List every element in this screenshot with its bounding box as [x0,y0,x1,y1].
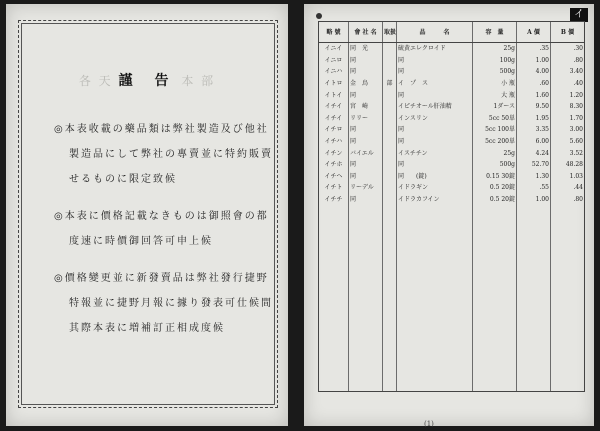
table-cell [349,286,383,298]
table-cell [319,368,349,380]
table-cell [473,321,517,333]
table-cell [349,275,383,287]
notice-line: ◎本表に價格記載なきものは御照會の都 [54,211,269,222]
table-cell: 5.60 [551,136,585,148]
table-cell [383,147,397,159]
table-cell [397,379,473,391]
table-cell: イピチオール肝油精 [397,101,473,113]
table-cell [319,240,349,252]
table-cell [551,240,585,252]
table-cell: 0.5 20錠 [473,182,517,194]
table-cell: 6.00 [517,136,551,148]
table-row [319,194,585,206]
table-cell [383,263,397,275]
table-cell [473,263,517,275]
table-row [319,333,585,345]
table-row [319,217,585,229]
table-cell [349,240,383,252]
table-cell [383,66,397,78]
table-cell [349,217,383,229]
table-row [319,101,585,113]
table-cell: 宮 崎 [349,101,383,113]
table-cell: 1.03 [551,171,585,183]
table-row [319,298,585,310]
table-cell [383,124,397,136]
table-cell: 同 (錠) [397,171,473,183]
column-header: 品 名 [397,22,473,43]
table-cell: イニハ [319,66,349,78]
table-cell [383,171,397,183]
table-cell [551,263,585,275]
table-cell [349,298,383,310]
notice-line: 製造品にして弊社の專賣並に特約販賣 [69,149,273,160]
table-cell [551,286,585,298]
table-cell [397,263,473,275]
table-cell: 52.70 [517,159,551,171]
table-row [319,286,585,298]
table-cell: 25g [473,43,517,55]
table-cell: リーデル [349,182,383,194]
notice-line: ◎本表收載の藥品類は弊社製造及び他社 [54,124,269,135]
table-cell: 同 [349,89,383,101]
table-cell [517,240,551,252]
table-cell: .40 [551,78,585,90]
table-cell: 0.5 20錠 [473,194,517,206]
table-cell [319,333,349,345]
table-cell: 5cc 200単 [473,136,517,148]
table-cell [517,356,551,368]
table-cell [319,205,349,217]
title-main: 謹 告 [118,73,173,89]
table-cell: 1.00 [517,194,551,206]
table-cell [383,101,397,113]
table-row [319,275,585,287]
table-row [319,205,585,217]
table-cell: 9.50 [517,101,551,113]
table-cell: 同 [349,55,383,67]
table-row [319,78,585,90]
table-cell [517,310,551,322]
table-cell [397,252,473,264]
table-cell [397,217,473,229]
table-cell [397,344,473,356]
table-cell [349,356,383,368]
table-cell: 5cc 50単 [473,113,517,125]
table-cell: 4.00 [517,66,551,78]
table-cell: イスチチン [397,147,473,159]
table-cell: 4.24 [517,147,551,159]
table-cell [517,217,551,229]
table-cell [517,286,551,298]
table-cell: 同 [397,89,473,101]
table-cell: 小 瓶 [473,78,517,90]
table-cell: .55 [517,182,551,194]
table-header-row [319,22,585,43]
table-cell [319,298,349,310]
table-cell: 5cc 100単 [473,124,517,136]
table-cell [397,240,473,252]
table-cell: イチト [319,182,349,194]
table-cell [349,321,383,333]
column-header: 略 號 [319,22,349,43]
table-cell [551,205,585,217]
table-cell: イドラカフイン [397,194,473,206]
table-cell: 100g [473,55,517,67]
table-cell: .80 [551,194,585,206]
table-cell: 同 [349,136,383,148]
title-faint-left: 各 天 [78,74,119,88]
table-cell [383,159,397,171]
table-row [319,159,585,171]
table-cell [383,333,397,345]
table-cell: 大 瓶 [473,89,517,101]
table-cell [349,333,383,345]
table-cell [319,263,349,275]
table-cell: 1.00 [517,55,551,67]
table-cell [383,194,397,206]
table-cell [551,368,585,380]
table-cell [383,252,397,264]
table-cell: 3.52 [551,147,585,159]
table-cell [383,55,397,67]
table-cell [517,333,551,345]
table-cell: 1.20 [551,89,585,101]
table-cell [551,275,585,287]
notice-line: 度速に時價御回答可申上候 [69,236,213,247]
table-cell [473,229,517,241]
table-cell [383,275,397,287]
table-cell: インスリン [397,113,473,125]
table-cell: 部 [383,78,397,90]
table-cell: .35 [517,43,551,55]
table-cell [383,298,397,310]
table-cell: .60 [517,78,551,90]
table-cell [383,344,397,356]
table-cell [319,275,349,287]
table-cell [517,263,551,275]
table-cell [517,344,551,356]
table-cell [383,240,397,252]
table-cell: 同 [397,136,473,148]
table-cell: .30 [551,43,585,55]
table-row [319,229,585,241]
table-cell: 8.30 [551,101,585,113]
table-cell: イチロ [319,124,349,136]
table-cell [551,333,585,345]
table-cell: イチチ [319,194,349,206]
column-header: 容 量 [473,22,517,43]
table-cell: イ プ ス [397,78,473,90]
price-table [318,21,585,392]
table-cell: 25g [473,147,517,159]
table-cell [319,252,349,264]
table-cell [383,182,397,194]
table-cell [383,205,397,217]
table-cell: バイエル [349,147,383,159]
table-cell [473,379,517,391]
table-cell: イチン [319,147,349,159]
table-cell [349,379,383,391]
binding-hole [316,13,322,19]
table-cell [383,379,397,391]
right-page [304,4,594,426]
table-cell [397,298,473,310]
table-row [319,368,585,380]
table-cell: 同 [349,66,383,78]
table-row [319,171,585,183]
table-cell [397,356,473,368]
table-cell: 0.15 30錠 [473,171,517,183]
table-cell: 同 [397,66,473,78]
table-cell: 1.95 [517,113,551,125]
table-cell: イニイ [319,43,349,55]
table-cell: イトイ [319,89,349,101]
table-cell: 3.00 [551,124,585,136]
table-cell: イチホ [319,159,349,171]
table-cell: リリー [349,113,383,125]
table-row [319,89,585,101]
table-row [319,113,585,125]
table-cell [473,286,517,298]
table-cell [473,298,517,310]
table-cell [473,356,517,368]
table-cell: イチヘ [319,171,349,183]
table-cell [473,252,517,264]
table-cell [551,310,585,322]
table-cell [473,333,517,345]
table-row [319,124,585,136]
table-cell [319,217,349,229]
table-row [319,310,585,322]
notice-line: ◎價格變更並に新發賣品は弊社發行捷野 [54,273,269,284]
column-header: 取扱 [383,22,397,43]
table-row [319,356,585,368]
table-cell [551,321,585,333]
table-cell [517,229,551,241]
table-cell [383,310,397,322]
table-cell: 同 [397,55,473,67]
table-cell [517,321,551,333]
table-cell [517,252,551,264]
table-cell [349,263,383,275]
table-row [319,66,585,78]
table-cell: 同 [349,124,383,136]
table-cell: 1.60 [517,89,551,101]
table-cell [517,205,551,217]
table-cell [383,89,397,101]
table-cell [551,356,585,368]
table-cell [349,344,383,356]
column-header: B 價 [551,22,585,43]
table-cell [383,43,397,55]
table-cell [319,379,349,391]
table-row [319,147,585,159]
table-cell [349,229,383,241]
table-cell [319,286,349,298]
table-cell: イトロ [319,78,349,90]
table-cell: 金 鳥 [349,78,383,90]
table-cell [383,229,397,241]
table-cell [397,368,473,380]
table-cell: 同 光 [349,43,383,55]
table-cell [397,310,473,322]
table-cell [349,310,383,322]
column-header: 會 社 名 [349,22,383,43]
table-cell [397,229,473,241]
page-tab: イ [570,8,588,22]
notice-line: 特報並に捷野月報に據り發表可仕候間 [69,298,273,309]
table-cell: 500g [473,159,517,171]
notice-line: せるものに限定致候 [69,174,177,185]
table-cell [473,275,517,287]
table-cell: 1.70 [551,113,585,125]
page-number: (1) [424,420,434,428]
table-cell [319,356,349,368]
table-row [319,182,585,194]
table-cell: 3.40 [551,66,585,78]
table-cell [349,252,383,264]
table-cell [473,217,517,229]
table-cell: 硫黄エレクロイド [397,43,473,55]
table-cell [517,368,551,380]
notice-title [6,70,288,90]
table-cell: イニロ [319,55,349,67]
table-cell [383,217,397,229]
table-cell [397,275,473,287]
table-cell [473,205,517,217]
table-cell: イチハ [319,136,349,148]
table-cell [383,286,397,298]
table-cell: イチイ [319,101,349,113]
table-row [319,136,585,148]
table-cell: 1ダース [473,101,517,113]
table-cell [551,229,585,241]
table-cell: 同 [397,124,473,136]
table-row [319,43,585,55]
table-cell: イドラギン [397,182,473,194]
table-cell [397,205,473,217]
table-cell [551,344,585,356]
table-cell [473,344,517,356]
table-cell [383,321,397,333]
left-page [6,4,288,426]
table-cell: 48.28 [551,159,585,171]
table-cell: 500g [473,66,517,78]
table-cell [319,344,349,356]
table-cell [551,252,585,264]
table-cell: .80 [551,55,585,67]
table-cell [551,217,585,229]
table-row [319,55,585,67]
table-row [319,344,585,356]
table-cell [319,229,349,241]
table-cell [397,321,473,333]
table-cell: 同 [349,171,383,183]
title-faint-right: 本 部 [181,74,216,88]
table-cell [397,286,473,298]
table-row [319,263,585,275]
table-cell [383,368,397,380]
table-cell: 同 [349,194,383,206]
table-cell [349,368,383,380]
table-cell [473,368,517,380]
table-cell [551,298,585,310]
table-cell [517,298,551,310]
table-row [319,252,585,264]
notice-line: 其際本表に増補訂正相成度候 [69,323,225,334]
table-cell: .44 [551,182,585,194]
column-header: A 價 [517,22,551,43]
table-cell [551,379,585,391]
table-cell: 1.30 [517,171,551,183]
table-cell [473,310,517,322]
table-cell [319,310,349,322]
table-cell [517,275,551,287]
table-cell [383,136,397,148]
table-cell [319,321,349,333]
table-cell [517,379,551,391]
table-cell [473,240,517,252]
table-cell: 3.35 [517,124,551,136]
table-cell: イチイ [319,113,349,125]
table-cell [383,113,397,125]
table-cell: 同 [397,159,473,171]
table-row [319,321,585,333]
table-cell: 同 [349,159,383,171]
table-row [319,240,585,252]
table-cell [397,333,473,345]
table-cell [383,356,397,368]
table-cell [349,205,383,217]
table-row [319,379,585,391]
